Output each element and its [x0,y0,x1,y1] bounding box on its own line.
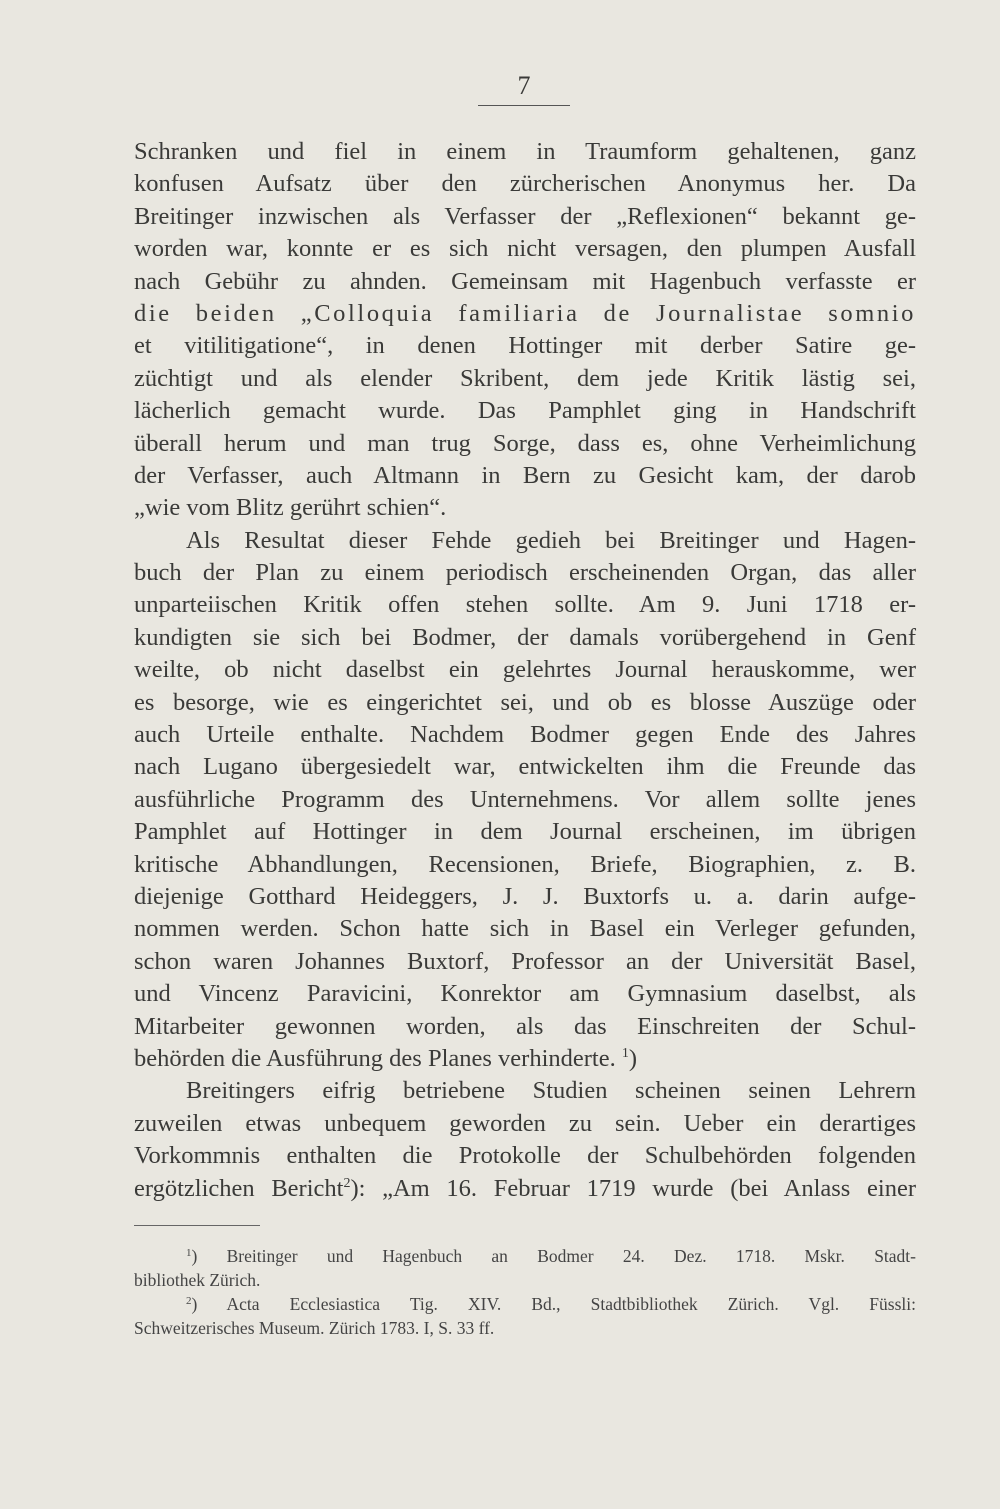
text-line: Als Resultat dieser Fehde gedieh bei Breitinger und Hagen- [186,526,916,554]
text-line: diejenige Gotthard Heideggers, J. J. Buxtorfs u. a. darin aufge- [134,882,916,910]
text-line: Breitingers eifrig betriebene Studien scheinen seinen Lehrern [186,1077,916,1105]
footnote-2-cont: Schweitzerisches Museum. Zürich 1783. I, S. 33 ff. [134,1318,495,1338]
text-line: Mitarbeiter gewonnen worden, als das Einschreiten der Schul- [134,1012,916,1040]
text-line: nommen werden. Schon hatte sich in Basel ein Verleger gefunden, [134,915,916,943]
footnote-text: ) Breitinger und Hagenbuch an Bodmer 24. Dez. 1718. Mskr. Stadt- [191,1246,916,1266]
text-line: Schranken und fiel in einem in Traumform gehaltenen, ganz [134,138,916,165]
footnote-1 [134,1244,916,1268]
text-line: nach Gebühr zu ahnden. Gemeinsam mit Hagenbuch verfasste er [134,267,916,295]
text-line: „wie vom Blitz gerührt schien“. [134,494,447,522]
footnote-ref-2[interactable]: 2 [343,1175,351,1191]
body-text [134,136,916,1205]
footnote-1-cont: bibliothek Zürich. [134,1270,261,1290]
text-line: ausführliche Programm des Unternehmens. Vor allem sollte jenes [134,785,916,813]
text-line: weilte, ob nicht daselbst ein gelehrtes Journal herauskomme, wer [134,656,916,684]
text-line: konfusen Aufsatz über den zürcherischen Anonymus her. Da [134,170,916,198]
text-line: nach Lugano übergesiedelt war, entwickelten ihm die Freunde das [134,753,916,781]
text-line: unparteiischen Kritik offen stehen sollte. Am 9. Juni 1718 er- [134,591,916,619]
text-fragment: behörden die Ausführung des Planes verhinderte. [134,1044,616,1072]
text-line: buch der Plan zu einem periodisch erscheinenden Organ, das aller [134,559,916,587]
footnotes [134,1244,916,1340]
text-line: Pamphlet auf Hottinger in dem Journal erscheinen, im übrigen [134,818,916,846]
footnote-mark: 1 [186,1247,192,1259]
footnote-ref-1[interactable]: 1 [621,1045,629,1061]
text-line: schon waren Johannes Buxtorf, Professor an der Universität Basel, [134,947,916,975]
text-line: kritische Abhandlungen, Recensionen, Briefe, Biographien, z. B. [134,850,916,878]
text-line: und Vincenz Paravicini, Konrektor am Gymnasium daselbst, als [134,980,916,1008]
text-line: worden war, konnte er es sich nicht versagen, den plumpen Ausfall [134,235,916,263]
footnote-2 [134,1292,916,1316]
page-number: 7 [478,70,570,106]
text-line [134,1173,916,1205]
text-line: züchtigt und als elender Skribent, dem jede Kritik lästig sei, [134,364,916,392]
footnote-mark: 2 [186,1295,192,1307]
text-line: auch Urteile enthalte. Nachdem Bodmer gegen Ende des Jahres [134,721,916,749]
footnote-divider [134,1225,260,1226]
text-line [134,1043,916,1075]
text-fragment: : „Am 16. Februar 1719 wurde (bei Anlass einer [358,1174,916,1202]
footnote-text: ) Acta Ecclesiastica Tig. XIV. Bd., Stadtbibliothek Zürich. Vgl. Füssli: [191,1294,916,1314]
text-line: kundigten sie sich bei Bodmer, der damals vorübergehend in Genf [134,623,916,651]
text-line: et vitilitigatione“, in denen Hottinger mit derber Satire ge- [134,332,916,360]
text-line: überall herum und man trug Sorge, dass es, ohne Verheimlichung [134,429,916,457]
text-line: Breitinger inzwischen als Verfasser der „Reflexionen“ bekannt ge- [134,202,916,230]
text-line: die beiden „Colloquia familiaria de Journalistae somnio [134,299,916,327]
text-fragment: ergötzlichen Bericht [134,1174,344,1202]
text-line: der Verfasser, auch Altmann in Bern zu Gesicht kam, der darob [134,461,916,489]
text-line: lächerlich gemacht wurde. Das Pamphlet ging in Handschrift [134,397,916,425]
footnote-ref-paren: ) [350,1174,359,1202]
text-line: zuweilen etwas unbequem geworden zu sein. Ueber ein derartiges [134,1109,916,1137]
footnote-ref-paren: ) [628,1044,638,1072]
text-line: Vorkommnis enthalten die Protokolle der Schulbehörden folgenden [134,1142,916,1170]
text-line: es besorge, wie es eingerichtet sei, und ob es blosse Auszüge oder [134,688,916,716]
